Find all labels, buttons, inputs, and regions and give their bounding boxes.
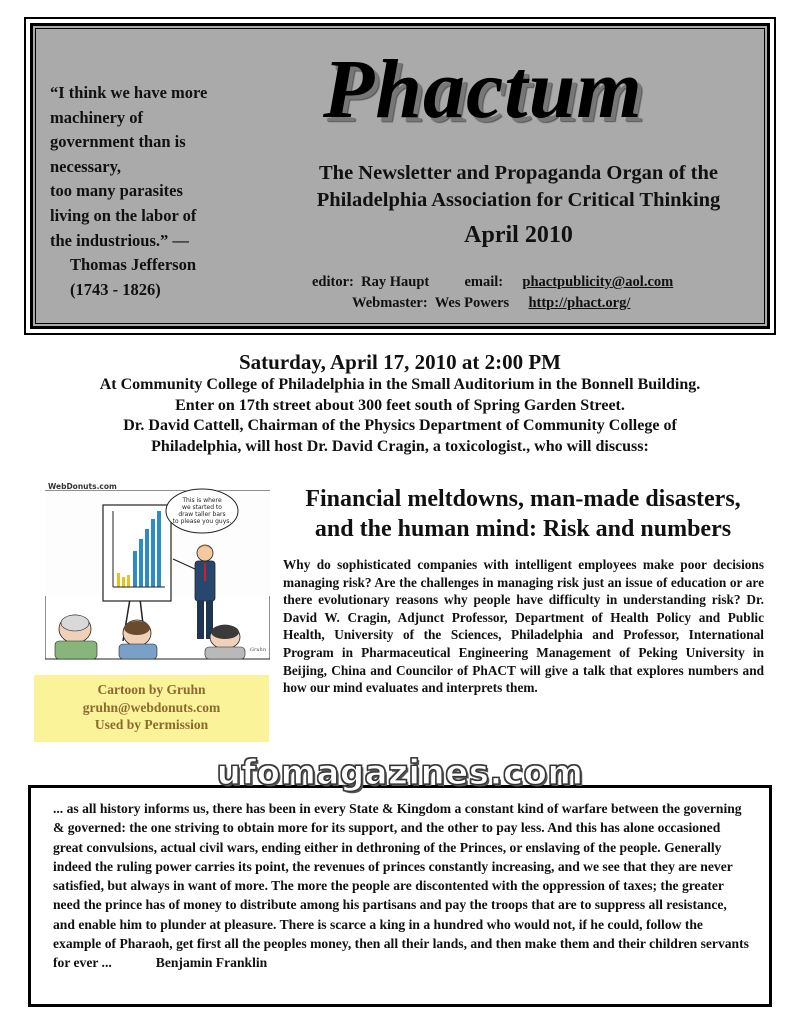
credit-line: Used by Permission (94, 717, 209, 732)
talk-title (278, 484, 768, 544)
cartoon-image (45, 481, 270, 661)
credit-line: Cartoon by Gruhn (97, 682, 206, 697)
audience-hair (61, 615, 89, 631)
masthead-panel (30, 23, 770, 329)
cartoon-brand: WebDonuts.com (48, 482, 117, 491)
talk-title-line: Financial meltdowns, man-made disasters, (305, 486, 741, 512)
event-line: Dr. David Cattell, Chairman of the Physics Department of Community College of (123, 417, 677, 434)
audience-body (55, 641, 97, 659)
event-line: Enter on 17th street about 300 feet south of Spring Garden Street. (175, 396, 625, 414)
quote-line: machinery of (50, 107, 144, 127)
quote-line: government than is (50, 132, 186, 152)
chart-bar (145, 529, 149, 587)
franklin-quote-box (28, 785, 772, 1007)
audience-body (119, 644, 157, 659)
cartoon-signature: Gruhn (250, 647, 267, 653)
chart-bar (127, 575, 130, 587)
audience-hair (124, 621, 150, 635)
issue-date: April 2010 (464, 222, 573, 248)
chart-bar (157, 511, 161, 587)
chart-bar (151, 519, 155, 587)
franklin-quote (53, 799, 749, 973)
speech-line: we started to (182, 504, 222, 511)
presenter-head (197, 545, 213, 561)
editor-label: editor: (312, 274, 354, 290)
event-line: At Community College of Philadelphia in the Small Auditorium in the Bonnell Building. (99, 376, 701, 393)
presenter-legs (197, 601, 204, 639)
contact-info (276, 272, 761, 314)
event-announcement (30, 349, 770, 457)
subtitle-line: The Newsletter and Propaganda Organ of the (319, 162, 718, 184)
quote-line: too many parasites (50, 181, 183, 201)
cartoon-credit (34, 675, 269, 742)
audience-body (205, 647, 245, 659)
talk-description: Why do sophisticated companies with intelligent employees make poor decisions managing risk? Are the challenges in managing risk just an issue of education or are there evolutionary reasons why people have difficulty in understanding risk? Dr. David W. Cragin, Adjunct Professor, Department of Health Policy and Public Health, University of the Sciences, Philadelphia and Professor, International Program in Pharmaceutical Engineering Management of Peking University in Beijing, China and Councilor of PhACT will give a talk that explores numbers and how our mind evaluates and interprets them. (283, 557, 764, 696)
credit-email: gruhn@webdonuts.com (82, 699, 221, 715)
email-label: email: (464, 274, 504, 290)
quote-years: (1743 - 1826) (70, 279, 161, 299)
quote-line: the industrious.” — (50, 230, 189, 250)
audience-hair (211, 625, 239, 639)
franklin-author: Benjamin Franklin (155, 955, 268, 971)
webmaster-label: Webmaster: (352, 295, 428, 311)
chart-bar (122, 577, 125, 587)
subtitle-line: Philadelphia Association for Critical Thinking (316, 189, 721, 211)
masthead (24, 17, 776, 335)
chart-bar (139, 539, 143, 587)
talk-title-line: and the human mind: Risk and numbers (314, 516, 732, 542)
speech-line: to please you guys. (172, 518, 232, 525)
chart-bar (117, 573, 120, 587)
quote-line: necessary, (50, 156, 122, 176)
speech-line: This is where (182, 497, 222, 504)
event-line: Philadelphia, will host Dr. David Cragin, a toxicologist., who will discuss: (151, 437, 649, 455)
newsletter-title: Phactum (323, 43, 643, 136)
webmaster-name: Wes Powers (434, 295, 510, 311)
editor-name: Ray Haupt (361, 274, 430, 290)
quote-line: living on the labor of (50, 205, 197, 225)
quote-author: Thomas Jefferson (70, 255, 197, 275)
chart-bar (133, 551, 137, 587)
jefferson-quote (50, 81, 265, 302)
newsletter-subtitle (276, 160, 761, 214)
speech-line: draw taller bars (178, 511, 226, 518)
franklin-quote-text: ... as all history informs us, there has been in every State & Kingdom a constant kind of warfare between the governing & governed: the one striving to obtain more for its support, and the other to pay less. And this has alone occasioned great convulsions, actual civil wars, ending either in dethroning of the Princes, or enslaving of the people. Generally indeed the ruling power carries its point, the revenues of princes constantly increasing, and we see that they are never satisfied, but always in want of more. The more the people are discontented with the oppression of taxes; the greater need the prince has of money to distribute among his partisans and pay the troops that are to suppress all resistance, and enable him to plunder at pleasure. There is scarce a king in a hundred who would not, if he could, follow the example of Pharaoh, get first all the peoples money, then all their lands, and then make them and their children servants for ever ... (53, 801, 749, 971)
email-link[interactable]: phactpublicity@aol.com (522, 274, 674, 290)
quote-line: “I think we have more (50, 83, 208, 102)
watermark: ufomagazines.com (216, 753, 584, 793)
event-datetime: Saturday, April 17, 2010 at 2:00 PM (238, 350, 561, 374)
website-link[interactable]: http://phact.org/ (528, 295, 631, 311)
